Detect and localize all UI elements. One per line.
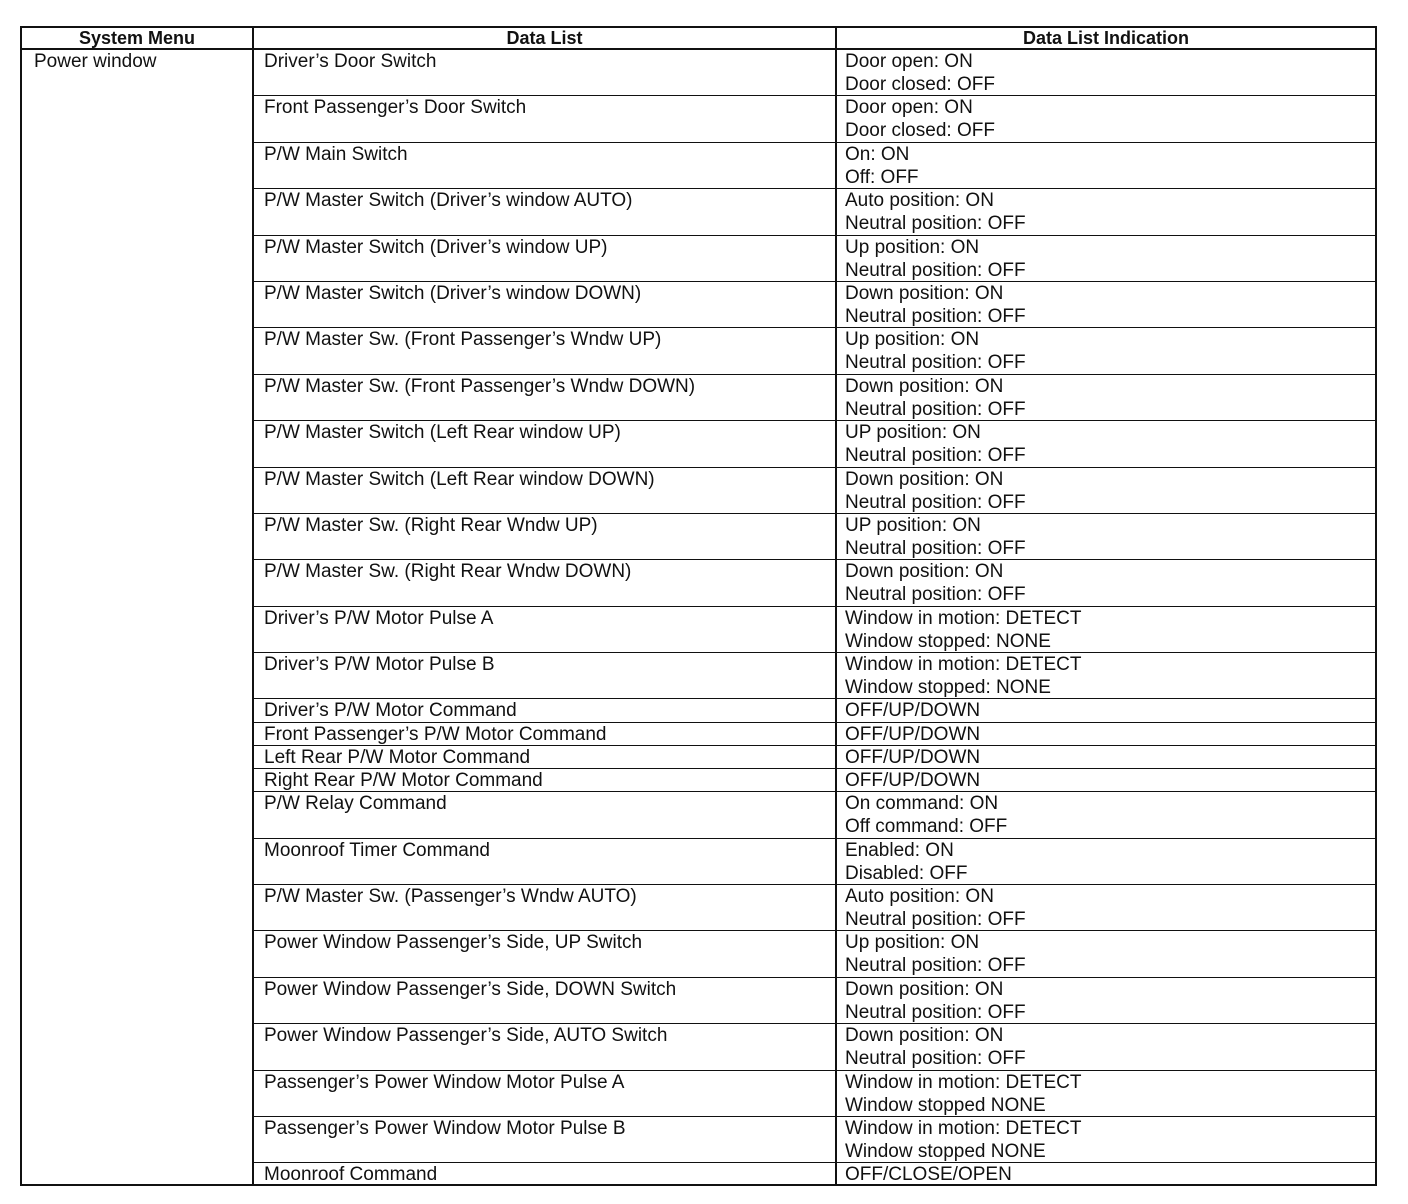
- data-list-item: P/W Master Sw. (Front Passenger’s Wndw DOWN): [254, 375, 837, 420]
- data-list-item: P/W Main Switch: [254, 143, 837, 188]
- data-list-indication: [837, 607, 1375, 652]
- data-list-indication: [837, 236, 1375, 281]
- data-list-item: Power Window Passenger’s Side, UP Switch: [254, 931, 837, 976]
- indication-line: Up position: ON: [845, 236, 980, 258]
- data-list-item: Moonroof Command: [254, 1163, 837, 1186]
- indication-line: Door open: ON: [845, 97, 973, 119]
- data-list-item: P/W Master Switch (Left Rear window UP): [254, 421, 837, 466]
- data-list-item: P/W Master Switch (Driver’s window AUTO): [254, 189, 837, 234]
- table-row: [254, 653, 1375, 699]
- table-row: [254, 723, 1375, 746]
- data-list-item: Driver’s Door Switch: [254, 50, 837, 95]
- data-list-table: [20, 26, 1377, 1186]
- indication-line: Window in motion: DETECT: [845, 1117, 1082, 1139]
- data-list-indication: [837, 514, 1375, 559]
- data-list-item: P/W Relay Command: [254, 792, 837, 837]
- indication-line: Window stopped: NONE: [845, 630, 1051, 652]
- table-row: [254, 282, 1375, 328]
- indication-line: Neutral position: OFF: [845, 305, 1026, 327]
- indication-line: Neutral position: OFF: [845, 1001, 1026, 1023]
- indication-line: Door open: ON: [845, 51, 973, 72]
- data-list-indication: [837, 1117, 1375, 1162]
- header-data-list: Data List: [254, 28, 837, 48]
- indication-line: Auto position: ON: [845, 886, 994, 907]
- indication-line: Neutral position: OFF: [845, 352, 1026, 374]
- indication-line: OFF/UP/DOWN: [845, 723, 981, 745]
- table-row: [254, 699, 1375, 722]
- indication-line: Window stopped: NONE: [845, 677, 1051, 699]
- data-list-indication: [837, 792, 1375, 837]
- indication-line: Down position: ON: [845, 1025, 1004, 1047]
- indication-line: Neutral position: OFF: [845, 1048, 1026, 1070]
- data-list-indication: [837, 560, 1375, 605]
- indication-line: Neutral position: OFF: [845, 259, 1026, 281]
- data-list-indication: [837, 653, 1375, 698]
- table-row: [254, 1071, 1375, 1117]
- indication-line: Door closed: OFF: [845, 120, 995, 142]
- system-menu-cell: Power window: [22, 50, 254, 1184]
- data-list-indication: [837, 50, 1375, 95]
- data-list-item: Power Window Passenger’s Side, DOWN Switch: [254, 978, 837, 1023]
- indication-line: Up position: ON: [845, 329, 980, 351]
- indication-line: UP position: ON: [845, 422, 981, 444]
- table-row: [254, 978, 1375, 1024]
- table-row: [254, 236, 1375, 282]
- indication-line: UP position: ON: [845, 514, 981, 536]
- data-list-indication: [837, 746, 1375, 768]
- indication-line: Door closed: OFF: [845, 74, 995, 95]
- table-body: [22, 50, 1375, 1184]
- data-list-indication: [837, 1071, 1375, 1116]
- table-row: [254, 607, 1375, 653]
- data-list-indication: [837, 328, 1375, 373]
- data-list-indication: [837, 375, 1375, 420]
- table-row: [254, 189, 1375, 235]
- table-row: [254, 1117, 1375, 1163]
- data-list-item: P/W Master Sw. (Right Rear Wndw UP): [254, 514, 837, 559]
- table-row: [254, 143, 1375, 189]
- data-list-item: P/W Master Switch (Driver’s window DOWN): [254, 282, 837, 327]
- indication-line: Neutral position: OFF: [845, 955, 1026, 977]
- indication-line: Window stopped NONE: [845, 1140, 1046, 1162]
- data-list-indication: [837, 282, 1375, 327]
- table-row: [254, 839, 1375, 885]
- indication-line: Off command: OFF: [845, 816, 1008, 838]
- data-list-item: P/W Master Sw. (Front Passenger’s Wndw UP): [254, 328, 837, 373]
- data-list-item: P/W Master Switch (Driver’s window UP): [254, 236, 837, 281]
- data-rows: [254, 50, 1375, 1184]
- data-list-item: Passenger’s Power Window Motor Pulse B: [254, 1117, 837, 1162]
- indication-line: Off: OFF: [845, 166, 919, 188]
- table-row: [254, 421, 1375, 467]
- data-list-item: Front Passenger’s P/W Motor Command: [254, 723, 837, 745]
- table-row: [254, 1024, 1375, 1070]
- data-list-indication: [837, 189, 1375, 234]
- data-list-item: Power Window Passenger’s Side, AUTO Switch: [254, 1024, 837, 1069]
- indication-line: Neutral position: OFF: [845, 445, 1026, 467]
- data-list-item: P/W Master Switch (Left Rear window DOWN): [254, 468, 837, 513]
- indication-line: OFF/UP/DOWN: [845, 746, 981, 768]
- header-system-menu: System Menu: [22, 28, 254, 48]
- data-list-item: Driver’s P/W Motor Pulse A: [254, 607, 837, 652]
- indication-line: Auto position: ON: [845, 190, 994, 212]
- data-list-item: Right Rear P/W Motor Command: [254, 769, 837, 791]
- table-row: [254, 560, 1375, 606]
- data-list-item: Driver’s P/W Motor Command: [254, 699, 837, 721]
- indication-line: Window stopped NONE: [845, 1094, 1046, 1116]
- indication-line: Window in motion: DETECT: [845, 607, 1082, 629]
- table-row: [254, 931, 1375, 977]
- data-list-item: Moonroof Timer Command: [254, 839, 837, 884]
- header-data-list-indication: Data List Indication: [1022, 28, 1190, 48]
- data-list-indication: [837, 1163, 1375, 1186]
- data-list-indication: [837, 96, 1375, 141]
- indication-line: Down position: ON: [845, 561, 1004, 583]
- table-row: [254, 96, 1375, 142]
- table-row: [254, 746, 1375, 769]
- indication-line: On command: ON: [845, 793, 999, 815]
- data-list-item: Driver’s P/W Motor Pulse B: [254, 653, 837, 698]
- indication-line: Neutral position: OFF: [845, 584, 1026, 606]
- data-list-indication: [837, 769, 1375, 791]
- data-list-indication: [837, 421, 1375, 466]
- indication-line: Neutral position: OFF: [845, 537, 1026, 559]
- indication-line: Down position: ON: [845, 468, 1004, 490]
- data-list-indication: [837, 723, 1375, 745]
- indication-line: Down position: ON: [845, 282, 1004, 304]
- indication-line: Window in motion: DETECT: [845, 1071, 1082, 1093]
- data-list-item: Passenger’s Power Window Motor Pulse A: [254, 1071, 837, 1116]
- table-row: [254, 468, 1375, 514]
- data-list-item: P/W Master Sw. (Right Rear Wndw DOWN): [254, 560, 837, 605]
- table-row: [254, 50, 1375, 96]
- data-list-item: P/W Master Sw. (Passenger’s Wndw AUTO): [254, 885, 837, 930]
- data-list-indication: [837, 143, 1375, 188]
- indication-line: Neutral position: OFF: [845, 398, 1026, 420]
- indication-line: Enabled: ON: [845, 839, 954, 861]
- indication-line: Neutral position: OFF: [845, 213, 1026, 235]
- indication-line: Disabled: OFF: [845, 862, 968, 884]
- data-list-indication: [837, 839, 1375, 884]
- indication-line: Down position: ON: [845, 375, 1004, 397]
- table-row: [254, 885, 1375, 931]
- indication-line: OFF/UP/DOWN: [845, 770, 981, 792]
- data-list-indication: [837, 978, 1375, 1023]
- table-row: [254, 328, 1375, 374]
- indication-line: Neutral position: OFF: [845, 909, 1026, 930]
- table-row: [254, 1163, 1375, 1186]
- table-row: [254, 375, 1375, 421]
- data-list-indication: [837, 1024, 1375, 1069]
- indication-line: On: ON: [845, 143, 910, 165]
- table-row: [254, 514, 1375, 560]
- data-list-indication: [837, 885, 1375, 930]
- table-row: [254, 792, 1375, 838]
- table-header: [22, 28, 1375, 50]
- indication-line: Neutral position: OFF: [845, 491, 1026, 513]
- data-list-indication: [837, 931, 1375, 976]
- data-list-item: Left Rear P/W Motor Command: [254, 746, 837, 768]
- indication-line: Window in motion: DETECT: [845, 654, 1082, 676]
- data-list-indication: [837, 699, 1375, 721]
- data-list-indication: [837, 468, 1375, 513]
- data-list-item: Front Passenger’s Door Switch: [254, 96, 837, 141]
- indication-line: OFF/UP/DOWN: [845, 700, 981, 722]
- indication-line: Down position: ON: [845, 978, 1004, 1000]
- indication-line: Up position: ON: [845, 932, 980, 954]
- table-row: [254, 769, 1375, 792]
- indication-line: OFF/CLOSE/OPEN: [845, 1164, 1012, 1186]
